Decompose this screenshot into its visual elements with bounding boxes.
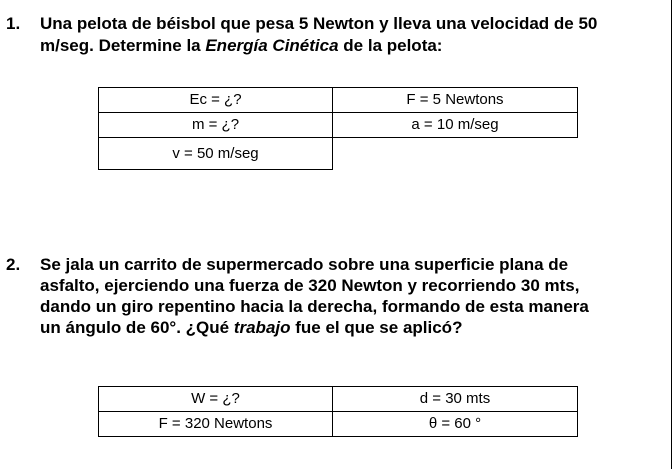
problem-2-line: dando un giro repentino hacia la derecha, formando de esta manera (40, 297, 589, 316)
problem-2-line: asfalto, ejerciendo una fuerza de 320 Newton y recorriendo 30 mts, (40, 276, 580, 295)
table-cell: Ec = ¿? (99, 88, 333, 113)
table-cell: v = 50 m/seg (99, 138, 333, 170)
problem-2-number: 2. (6, 255, 21, 274)
problem-2-statement (40, 254, 672, 338)
problem-2-line: un ángulo de 60°. ¿Qué trabajo fue el que se aplicó? (40, 318, 463, 337)
table-row (99, 113, 578, 138)
problem-1-statement (40, 13, 672, 56)
problem-2-table (98, 386, 578, 437)
emphasis-text: trabajo (233, 318, 291, 337)
problem-1-line: Una pelota de béisbol que pesa 5 Newton y lleva una velocidad de 50 (40, 14, 598, 33)
problem-2-line: Se jala un carrito de supermercado sobre una superficie plana de (40, 255, 569, 274)
table-cell-empty (333, 138, 578, 170)
emphasis-text: Energía Cinética (205, 35, 339, 55)
table-cell: m = ¿? (99, 113, 333, 138)
table-cell: F = 320 Newtons (99, 412, 333, 437)
table-row (99, 88, 578, 113)
table-cell: F = 5 Newtons (333, 88, 578, 113)
problem-1-number: 1. (6, 14, 21, 33)
table-cell: d = 30 mts (333, 387, 578, 412)
table-row (99, 138, 578, 170)
problem-1-table (98, 87, 578, 170)
table-cell: W = ¿? (99, 387, 333, 412)
table-cell: θ = 60 ° (333, 412, 578, 437)
table-cell: a = 10 m/seg (333, 113, 578, 138)
table-row (99, 387, 578, 412)
table-row (99, 412, 578, 437)
problem-1-line: m/seg. Determine la Energía Cinética de la pelota: (40, 35, 443, 55)
